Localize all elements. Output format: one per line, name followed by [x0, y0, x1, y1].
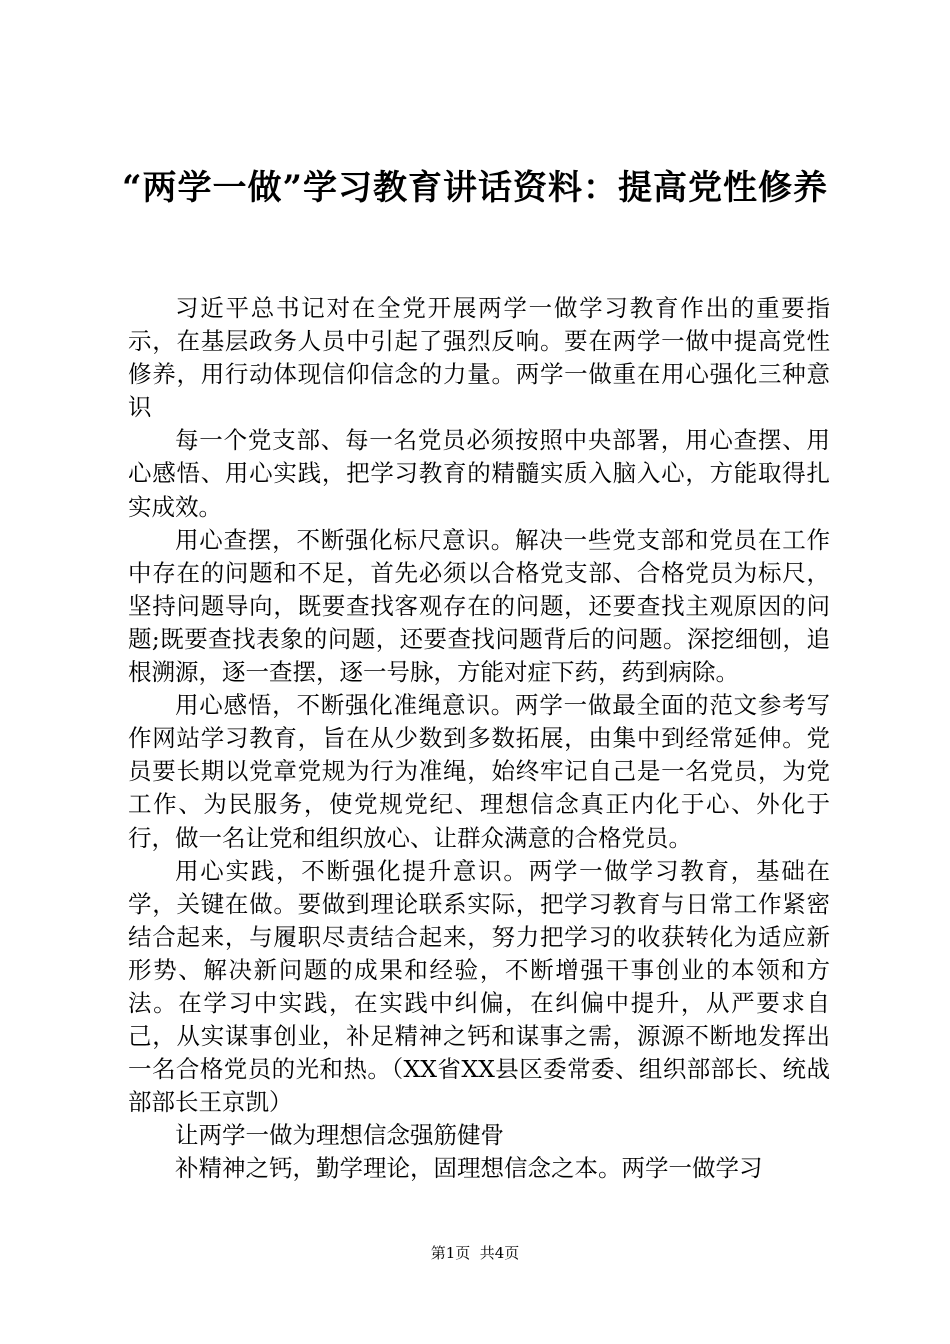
- page-footer: [0, 1243, 950, 1263]
- document-body: [128, 292, 830, 1186]
- paragraph: 用心实践，不断强化提升意识。两学一做学习教育，基础在学，关键在做。要做到理论联系实际，把学习教育与日常工作紧密结合起来，与履职尽责结合起来，努力把学习的收获转化为适应新形势、解决新问题的成果和经验，不断增强干事创业的本领和方法。在学习中实践，在实践中纠偏，在纠偏中提升，从严要求自己，从实谋事创业，补足精神之钙和谋事之需，源源不断地发挥出一名合格党员的光和热。（XX省XX县区委常委、组织部部长、统战部部长王京凯）: [128, 856, 830, 1117]
- paragraph: 习近平总书记对在全党开展两学一做学习教育作出的重要指示，在基层政务人员中引起了强烈反响。要在两学一做中提高党性修养，用行动体现信仰信念的力量。两学一做重在用心强化三种意识: [128, 294, 830, 422]
- document-title: “两学一做”学习教育讲话资料：提高党性修养: [121, 168, 829, 208]
- paragraph: 用心查摆，不断强化标尺意识。解决一些党支部和党员在工作中存在的问题和不足，首先必须以合格党支部、合格党员为标尺，坚持问题导向，既要查找客观存在的问题，还要查找主观原因的问题;既要查找表象的问题，还要查找问题背后的问题。深挖细刨，追根溯源，逐一查摆，逐一号脉，方能对症下药，药到病除。: [128, 525, 830, 687]
- section-heading: 让两学一做为理想信念强筋健骨: [175, 1121, 504, 1150]
- paragraph: 补精神之钙，勤学理论，固理想信念之本。两学一做学习: [175, 1154, 763, 1183]
- paragraph: 每一个党支部、每一名党员必须按照中央部署，用心查摆、用心感悟、用心实践，把学习教育的精髓实质入脑入心，方能取得扎实成效。: [128, 426, 830, 521]
- page-number: 第1页 共4页: [430, 1244, 520, 1262]
- paragraph: 用心感悟，不断强化准绳意识。两学一做最全面的范文参考写作网站学习教育，旨在从少数到多数拓展，由集中到经常延伸。党员要长期以党章党规为行为准绳，始终牢记自己是一名党员，为党工作、为民服务，使党规党纪、理想信念真正内化于心、外化于行，做一名让党和组织放心、让群众满意的合格党员。: [128, 691, 830, 852]
